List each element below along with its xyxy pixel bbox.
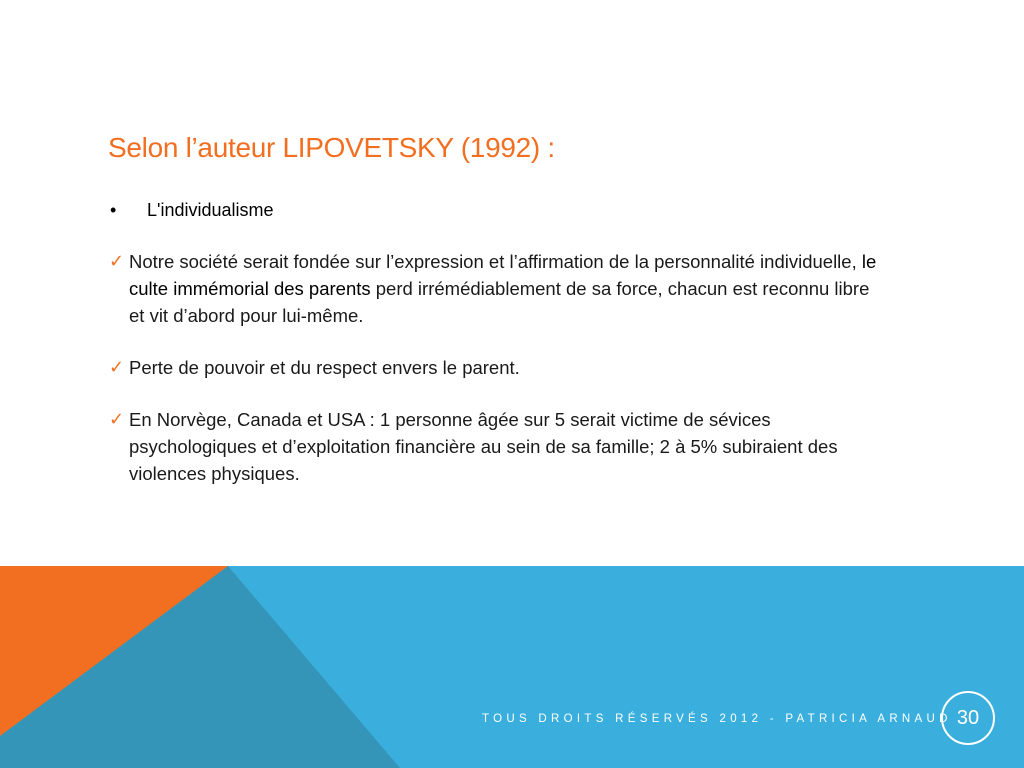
bullet-text: L'individualisme	[147, 200, 274, 220]
checkmark-icon: ✓	[109, 357, 125, 377]
checkmark-icon: ✓	[109, 251, 125, 271]
footer-decoration	[0, 566, 1024, 768]
page-number: 30	[956, 706, 980, 729]
footer-copyright: TOUS DROITS RÉSERVÉS 2012 - PATRICIA ARNAUD	[482, 713, 952, 725]
check-item-norvege	[109, 406, 879, 487]
check-item-text-part2: perd irrémédiablement de sa force, chacun est reconnu libre et vit d’abord pour lui-même.	[129, 278, 870, 326]
slide-title: Selon l’auteur LIPOVETSKY (1992) :	[108, 132, 555, 163]
check-item-text	[109, 248, 879, 329]
check-item-text: Perte de pouvoir et du respect envers le parent.	[129, 357, 520, 378]
check-item-emphasis: le culte immémorial des parents	[129, 251, 877, 299]
page-number-badge	[941, 691, 995, 745]
check-item-societe	[109, 248, 879, 329]
check-item-text-part1: Notre société serait fondée sur l’expression et l’affirmation de la personnalité individuelle,	[129, 251, 857, 272]
bullet-marker: •	[110, 200, 117, 220]
check-item-perte-pouvoir	[109, 354, 879, 381]
checkmark-icon: ✓	[109, 409, 125, 429]
check-item-text: En Norvège, Canada et USA : 1 personne âgée sur 5 serait victime de sévices psychologiques et d’exploitation financière au sein de sa famille; 2 à 5% subiraient des violences physiques.	[129, 409, 838, 484]
